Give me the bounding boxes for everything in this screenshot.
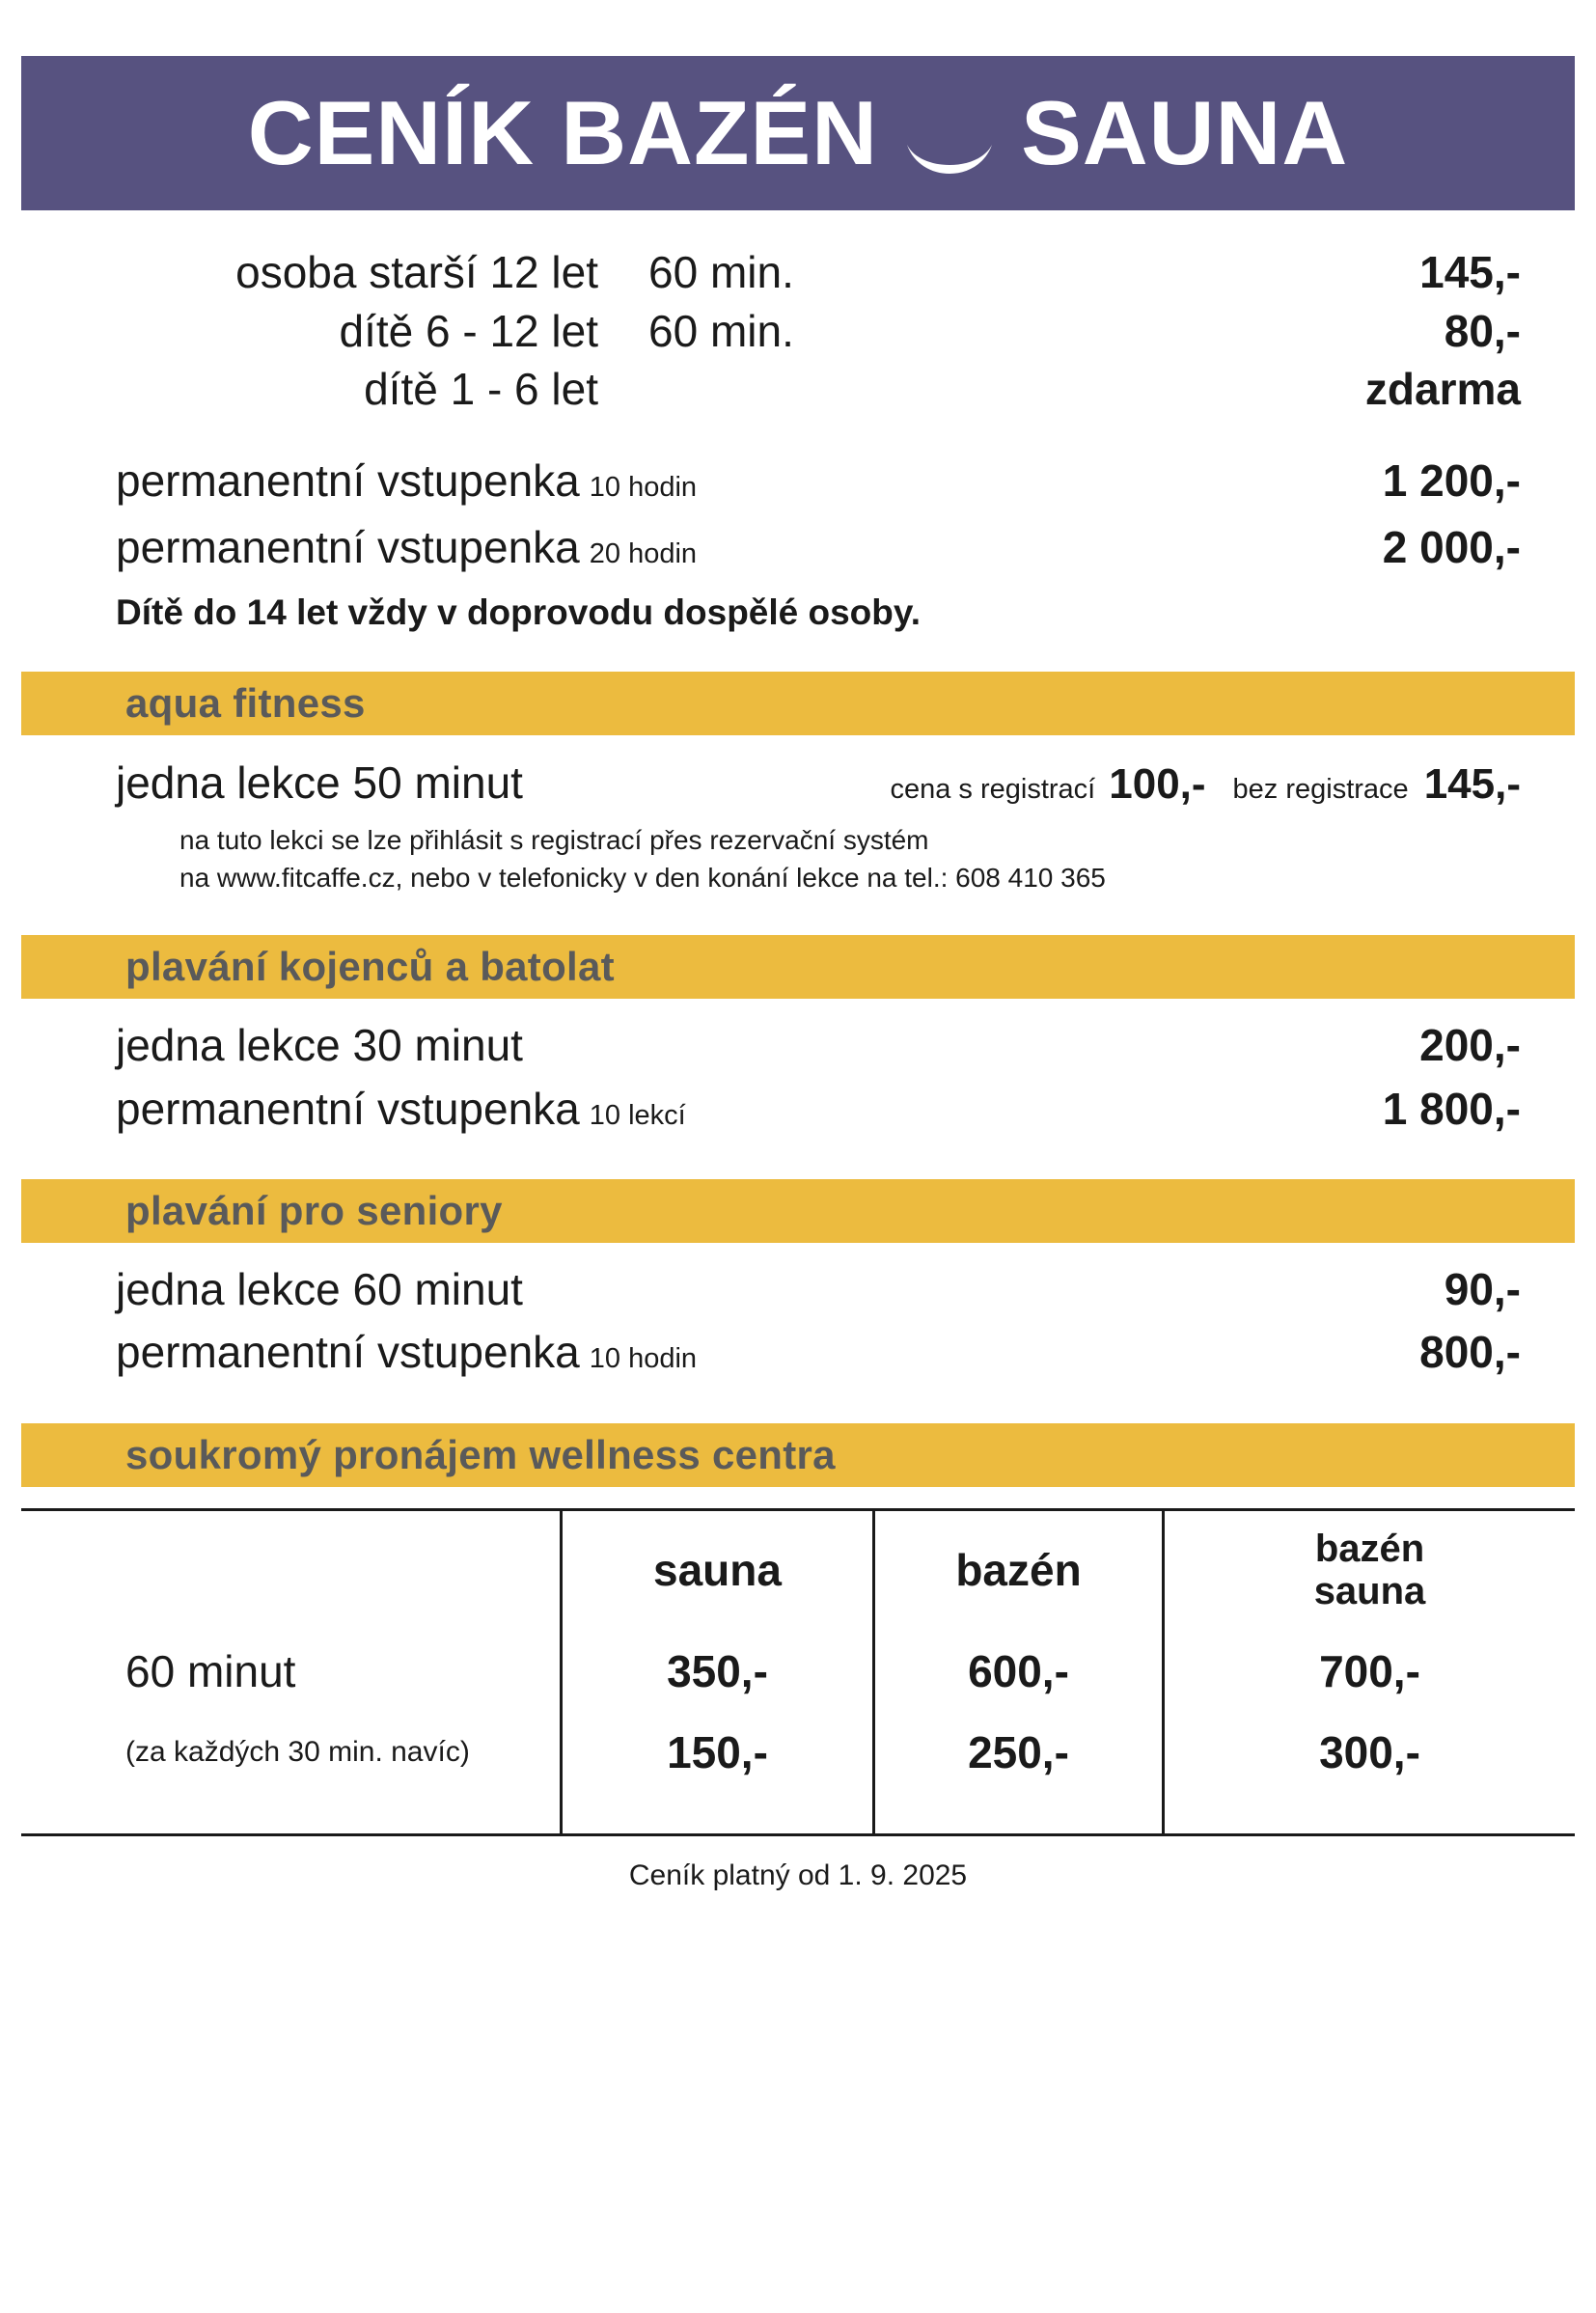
table-column-sauna — [560, 1511, 872, 1833]
header-band — [21, 56, 1575, 210]
title-left: CENÍK BAZÉN — [247, 82, 879, 183]
section-bar-wellness-rental — [21, 1423, 1575, 1487]
row-detail: 10 lekcí — [589, 1099, 686, 1131]
row-duration: 60 min. — [648, 247, 794, 297]
price-row — [116, 1258, 1521, 1321]
title-right: SAUNA — [1021, 82, 1349, 183]
aqua-fineprint — [116, 822, 1521, 896]
baby-swimming-block — [0, 999, 1596, 1141]
table-header-sauna: sauna — [653, 1544, 782, 1595]
table-cell-price: 700,- — [1319, 1645, 1420, 1696]
table-header-bazen: bazén — [955, 1544, 1082, 1595]
row-label: dítě 1 - 6 let — [364, 364, 598, 415]
section-title: plavání kojenců a batolat — [125, 944, 615, 990]
table-cell-price: 300,- — [1319, 1726, 1420, 1777]
row-label: permanentní vstupenka — [116, 1083, 580, 1134]
validity-footer: Ceník platný od 1. 9. 2025 — [628, 1859, 968, 1891]
pass-label: permanentní vstupenka — [116, 455, 580, 507]
row-price: 80,- — [1444, 305, 1521, 356]
pool-price-list — [0, 243, 1596, 633]
table-cell-price: 250,- — [968, 1726, 1069, 1777]
row-label: permanentní vstupenka — [116, 1327, 580, 1378]
row-label: jedna lekce 60 minut — [116, 1264, 523, 1315]
child-supervision-note: Dítě do 14 let vždy v doprovodu dospělé osoby. — [116, 592, 921, 633]
table-column-bazen — [872, 1511, 1162, 1833]
fineprint-line-1: na tuto lekci se lze přihlásit s registrací přes rezervační systém — [179, 825, 929, 856]
table-cell-price: 350,- — [667, 1645, 768, 1696]
lesson-prices — [890, 760, 1521, 809]
price-with-registration: 100,- — [1109, 760, 1206, 809]
price-list-page — [0, 56, 1596, 2313]
row-price: 90,- — [1444, 1264, 1521, 1315]
row-duration: 60 min. — [648, 305, 794, 356]
section-title: soukromý pronájem wellness centra — [125, 1431, 836, 1477]
pass-row — [116, 514, 1521, 581]
page-title — [247, 82, 1349, 183]
table-column-labels — [21, 1511, 560, 1833]
price-row — [116, 1321, 1521, 1384]
section-bar-aqua-fitness — [21, 672, 1575, 735]
table-row-label: 60 minut — [125, 1645, 296, 1696]
aqua-fitness-block — [0, 735, 1596, 896]
senior-swimming-block — [0, 1243, 1596, 1385]
table-header-bazen-sauna — [1165, 1511, 1575, 1631]
row-label: jedna lekce 30 minut — [116, 1020, 523, 1071]
pass-detail: 10 hodin — [589, 472, 698, 504]
price-row — [116, 1078, 1521, 1141]
row-label: dítě 6 - 12 let — [339, 305, 598, 356]
wellness-rental-table — [21, 1508, 1575, 1836]
table-column-bazen-sauna — [1162, 1511, 1575, 1833]
fineprint-line-2: na www.fitcaffe.cz, nebo v telefonicky v den konání lekce na tel.: 608 410 365 — [179, 862, 1106, 893]
pass-label: permanentní vstupenka — [116, 522, 580, 573]
lesson-label: jedna lekce 50 minut — [116, 757, 523, 809]
row-price: zdarma — [1364, 364, 1521, 415]
table-row-label: (za každých 30 min. navíc) — [125, 1735, 470, 1768]
section-title: plavání pro seniory — [125, 1188, 503, 1234]
aqua-lesson-row — [116, 757, 1521, 809]
smile-curve-icon — [903, 115, 996, 167]
header-line-2: sauna — [1313, 1569, 1426, 1612]
row-label: osoba starší 12 let — [235, 247, 598, 297]
pass-price: 2 000,- — [1382, 522, 1521, 573]
section-bar-senior-swimming — [21, 1179, 1575, 1243]
price-row — [116, 1014, 1521, 1077]
price-row — [116, 302, 1521, 361]
section-title: aqua fitness — [125, 680, 366, 727]
table-header-empty — [125, 1511, 560, 1631]
price-row — [116, 360, 1521, 419]
pass-detail: 20 hodin — [589, 538, 698, 570]
price-row — [116, 243, 1521, 302]
pass-price: 1 200,- — [1382, 455, 1521, 507]
row-price: 200,- — [1419, 1020, 1521, 1071]
header-line-1: bazén — [1314, 1528, 1425, 1571]
price-with-registration-label: cena s registrací — [890, 774, 1096, 806]
table-cell-price: 150,- — [667, 1726, 768, 1777]
row-price: 800,- — [1419, 1327, 1521, 1378]
pass-row — [116, 448, 1521, 514]
row-price: 145,- — [1419, 247, 1521, 297]
table-cell-price: 600,- — [968, 1645, 1069, 1696]
row-price: 1 800,- — [1382, 1083, 1521, 1134]
section-bar-baby-swimming — [21, 935, 1575, 999]
price-without-registration: 145,- — [1423, 760, 1521, 809]
row-detail: 10 hodin — [589, 1343, 698, 1375]
price-without-registration-label: bez registrace — [1232, 774, 1409, 806]
